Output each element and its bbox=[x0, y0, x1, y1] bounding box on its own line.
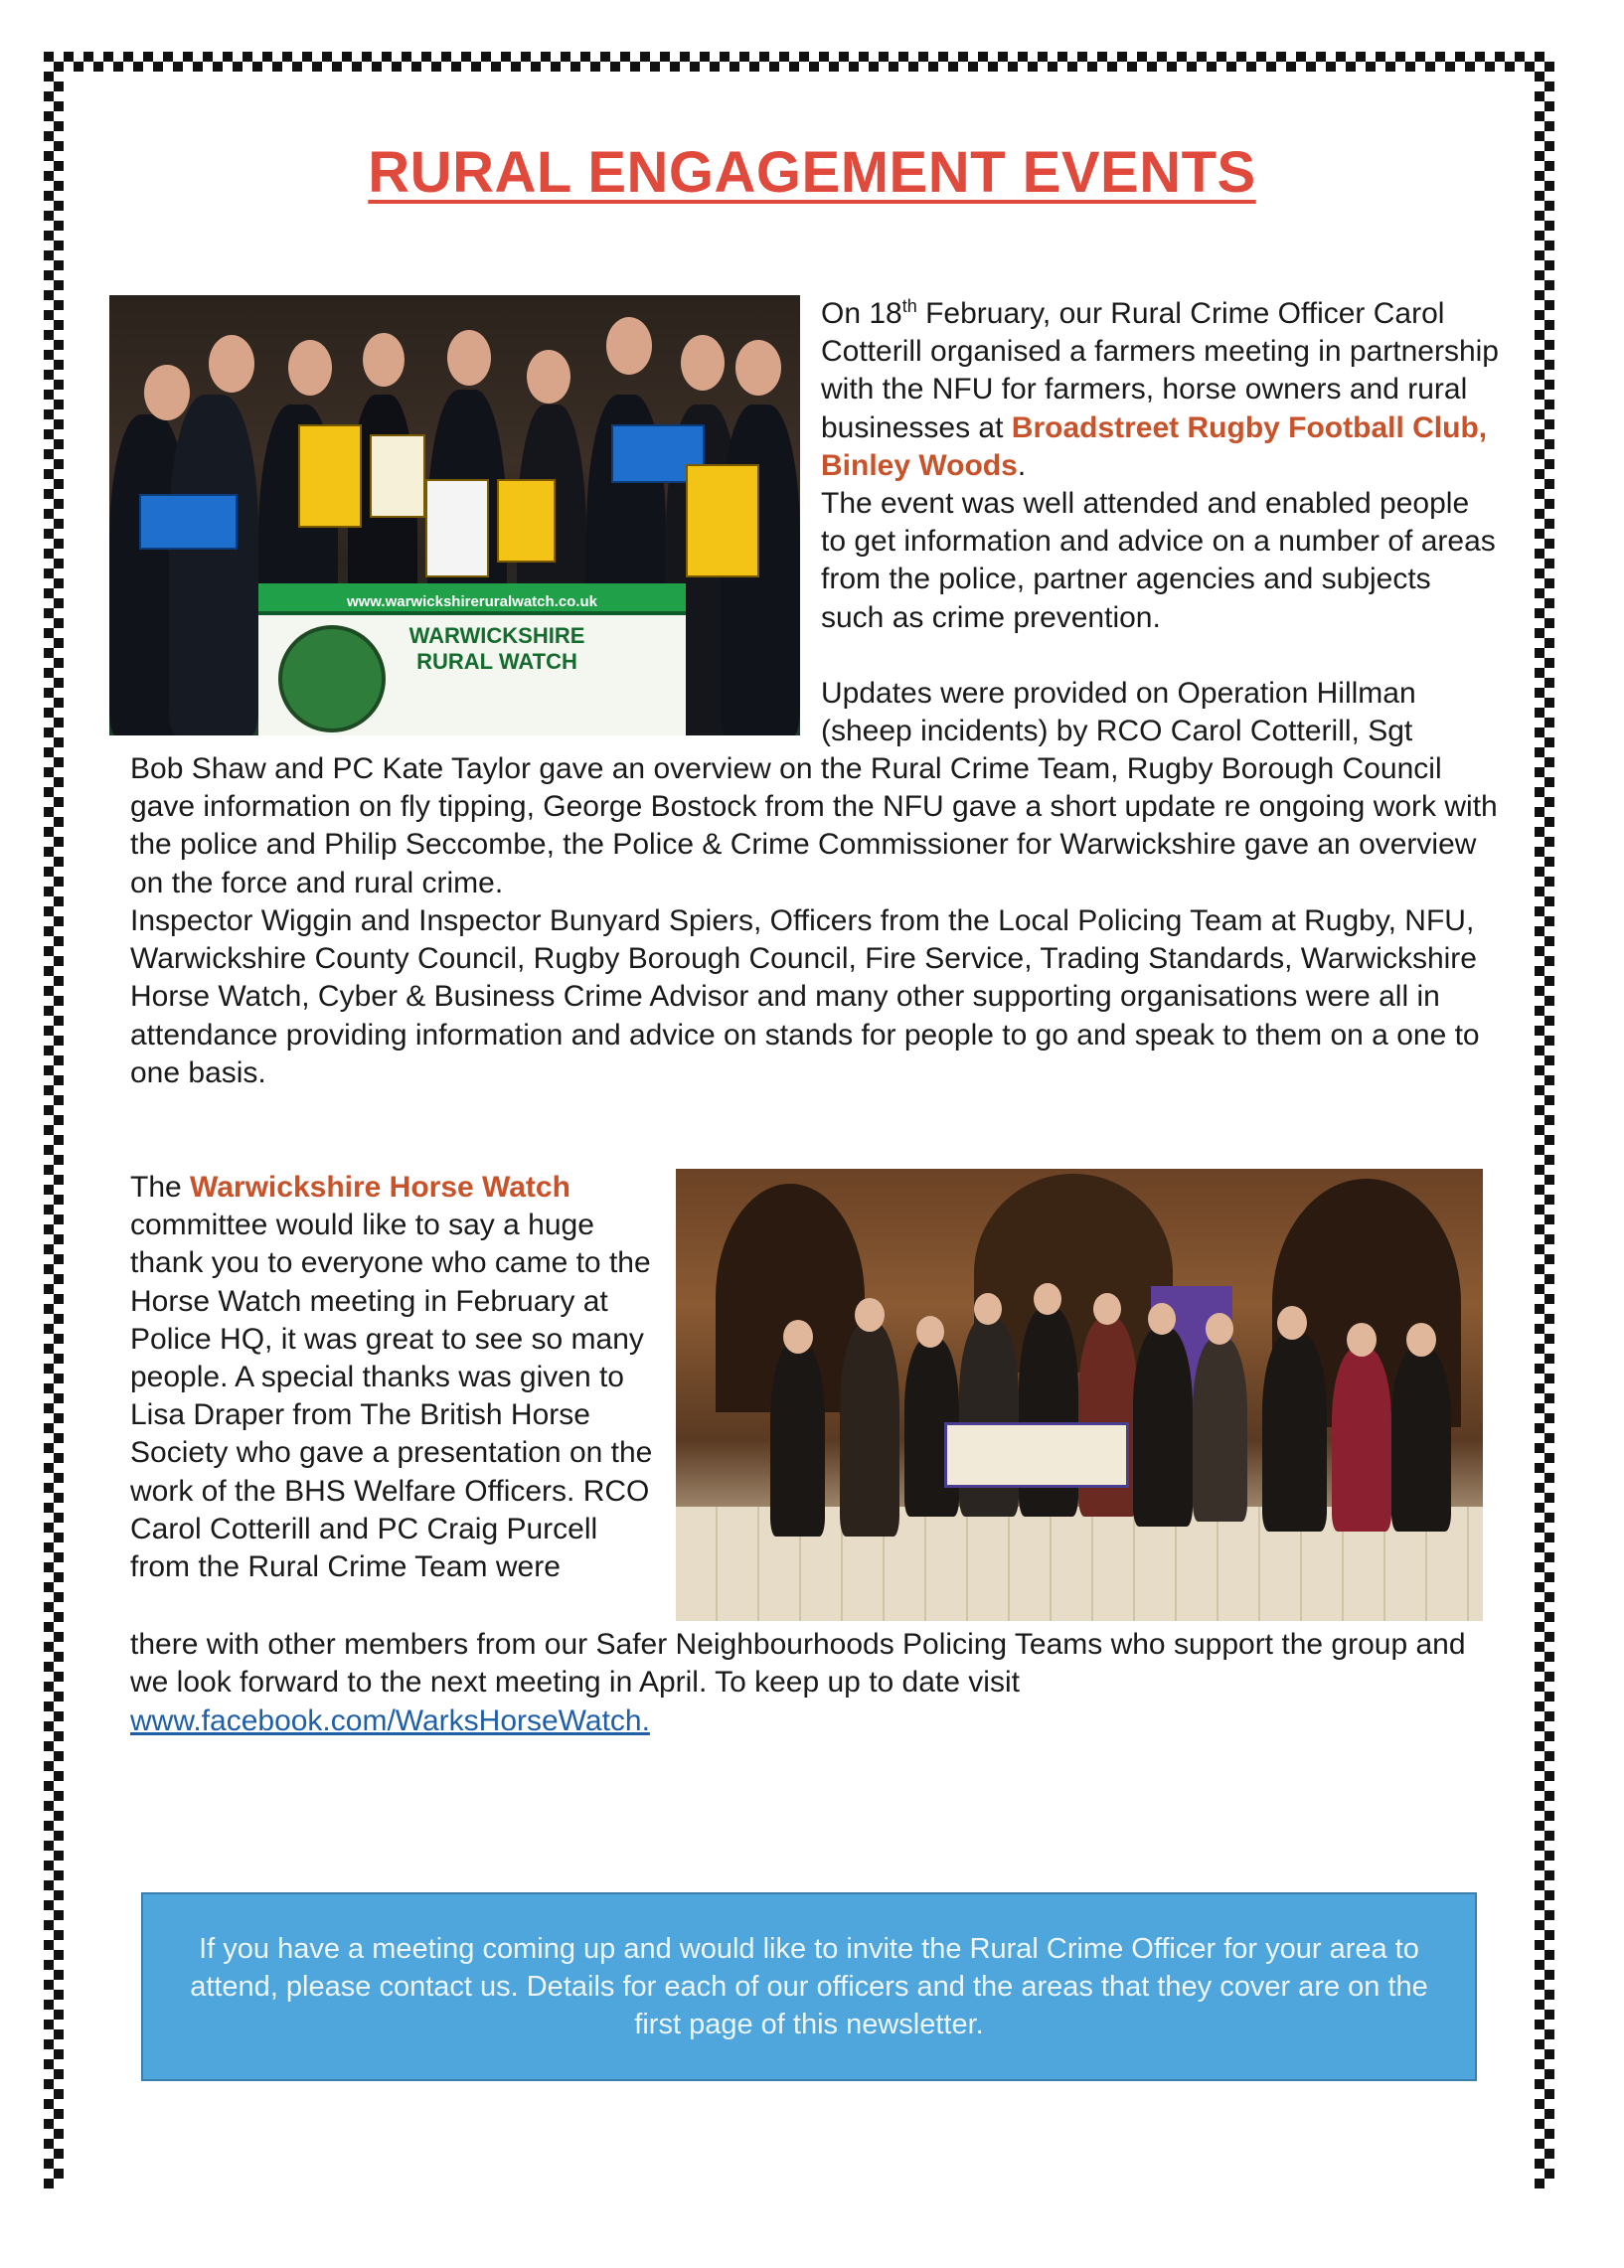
border-left bbox=[44, 52, 54, 2188]
section1-attendance: The event was well attended and enabled people to get information and advice on a number of areas from the police, partner agencies and subjects such as crime prevention. bbox=[821, 487, 1496, 634]
venue-highlight: Broadstreet Rugby Football Club, Binley Woods bbox=[821, 410, 1488, 482]
section2-narrow: The Warwickshire Horse Watch committee would like to say a huge thank you to everyone who came to the Horse Watch meeting in February at Police HQ, it was great to see so many people. A special thanks was given to Lisa Draper from The British Horse Society who gave a presentation on the work of the BHS Welfare Officers. RCO Carol Cotterill and PC Craig Purcell from the Rural Crime Team were bbox=[130, 1171, 653, 1584]
section1-intro: On 18th February, our Rural Crime Officer Carol Cotterill organised a farmers meeting in partnership with the NFU for farmers, horse owners and rural businesses at Broadstreet Rugby Football Club, Binley Woods. bbox=[821, 296, 1499, 482]
border-right bbox=[1535, 52, 1544, 2188]
section1-updates-narrow: Updates were provided on Operation Hillman (sheep incidents) by RCO Carol Cotterill, Sgt bbox=[821, 677, 1416, 748]
facebook-link[interactable] bbox=[130, 1702, 925, 1740]
border-left-inner bbox=[54, 52, 64, 2188]
rural-watch-logo bbox=[278, 625, 386, 732]
warning-sign bbox=[298, 424, 362, 528]
border-top bbox=[44, 52, 1554, 62]
horse-watch-meeting-photo bbox=[676, 1169, 1483, 1621]
horse-watch-highlight: Warwickshire Horse Watch bbox=[190, 1171, 570, 1204]
section1-attendees: Inspector Wiggin and Inspector Bunyard Spiers, Officers from the Local Policing Team at Rugby, NFU, Warwickshire County Council, Rugby Borough Council, Fire Service, Trading Standards, Warwickshire Horse Watch, Cyber & Business Crime Advisor and many other supporting organisations were all in attendance providing information and advice on stands for people to go and speak to them on a one to one basis. bbox=[130, 904, 1480, 1089]
contact-info-box bbox=[141, 1892, 1477, 2081]
border-top-inner bbox=[44, 62, 1554, 72]
banner-url: www.warwickshireruralwatch.co.uk bbox=[346, 593, 598, 610]
rural-watch-stand-photo bbox=[109, 295, 800, 735]
border-right-inner bbox=[1544, 52, 1554, 2188]
section2-wide: there with other members from our Safer Neighbourhoods Policing Teams who support the group and we look forward to the next meeting in April. To keep up to date visit bbox=[130, 1628, 1466, 1700]
contact-info-text: If you have a meeting coming up and would like to invite the Rural Crime Officer for your area to attend, please contact us. Details for each of our officers and the areas that they cover are on the first page of this newsletter. bbox=[190, 1933, 1428, 2040]
page-title: RURAL ENGAGEMENT EVENTS bbox=[368, 140, 1256, 205]
section1-updates-wide: Bob Shaw and PC Kate Taylor gave an overview on the Rural Crime Team, Rugby Borough Council gave information on fly tipping, George Bostock from the NFU gave a short update re ongoing work with the police and Philip Seccombe, the Police & Crime Commissioner for Warwickshire gave an overview on the force and rural crime. bbox=[130, 752, 1498, 899]
police-stop-sign bbox=[139, 494, 238, 550]
horse-watch-banner bbox=[944, 1422, 1129, 1488]
banner-brand: WARWICKSHIRE RURAL WATCH bbox=[408, 623, 585, 674]
facebook-link-text[interactable]: www.facebook.com/WarksHorseWatch. bbox=[130, 1704, 650, 1737]
